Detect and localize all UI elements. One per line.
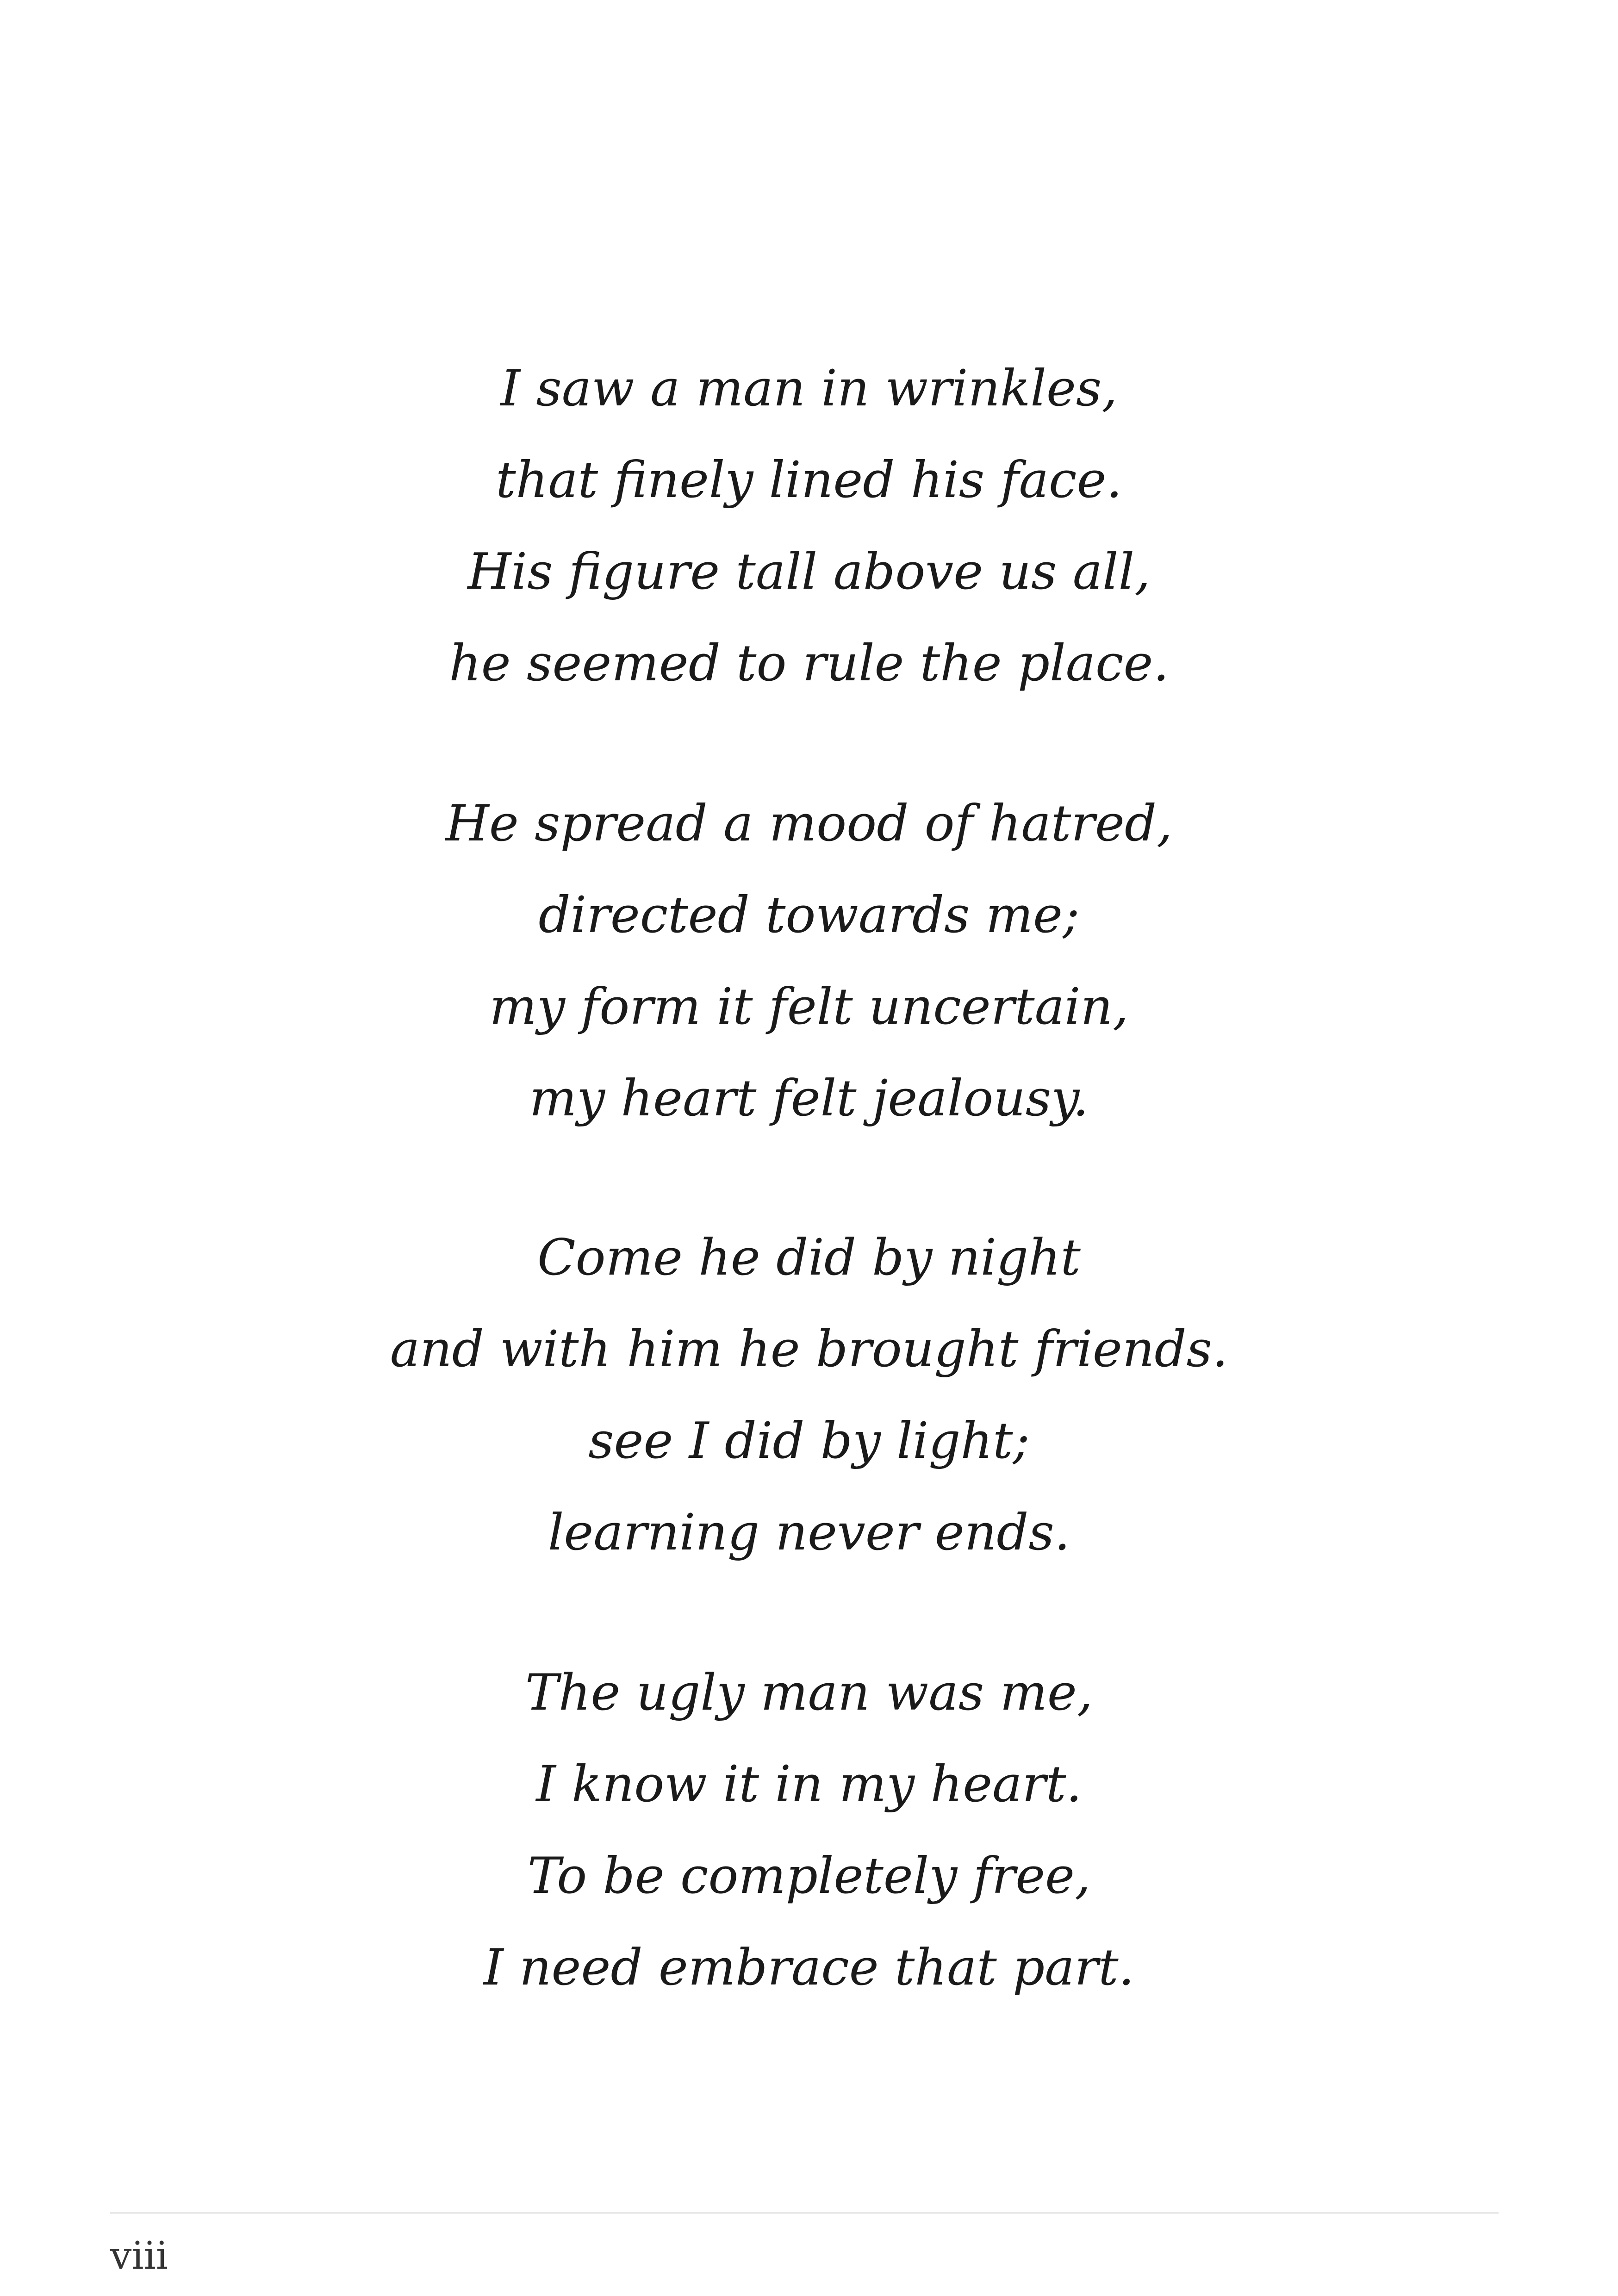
poem-line: and with him he brought friends. xyxy=(390,1320,1228,1378)
poem-line: directed towards me; xyxy=(538,886,1080,944)
poem-line: His figure tall above us all, xyxy=(467,543,1151,601)
poem-line: Come he did by night xyxy=(537,1229,1081,1287)
poem-line: To be completely free, xyxy=(527,1847,1091,1905)
poem-line: my form it felt uncertain, xyxy=(489,978,1129,1036)
poem-line: I know it in my heart. xyxy=(536,1755,1082,1813)
footer-divider xyxy=(110,2212,1499,2214)
poem-line: he seemed to rule the place. xyxy=(449,635,1169,692)
poem-line: The ugly man was me, xyxy=(525,1664,1093,1722)
poem-line: I need embrace that part. xyxy=(483,1939,1134,1997)
poem-line: He spread a mood of hatred, xyxy=(445,795,1173,852)
poem-line: I saw a man in wrinkles, xyxy=(500,360,1118,417)
poem-line: see I did by light; xyxy=(588,1412,1030,1470)
poem-line: learning never ends. xyxy=(548,1504,1070,1562)
poem-line: my heart felt jealousy. xyxy=(529,1070,1089,1127)
poem-line: that finely lined his face. xyxy=(496,451,1122,509)
page-number: viii xyxy=(110,2234,168,2278)
